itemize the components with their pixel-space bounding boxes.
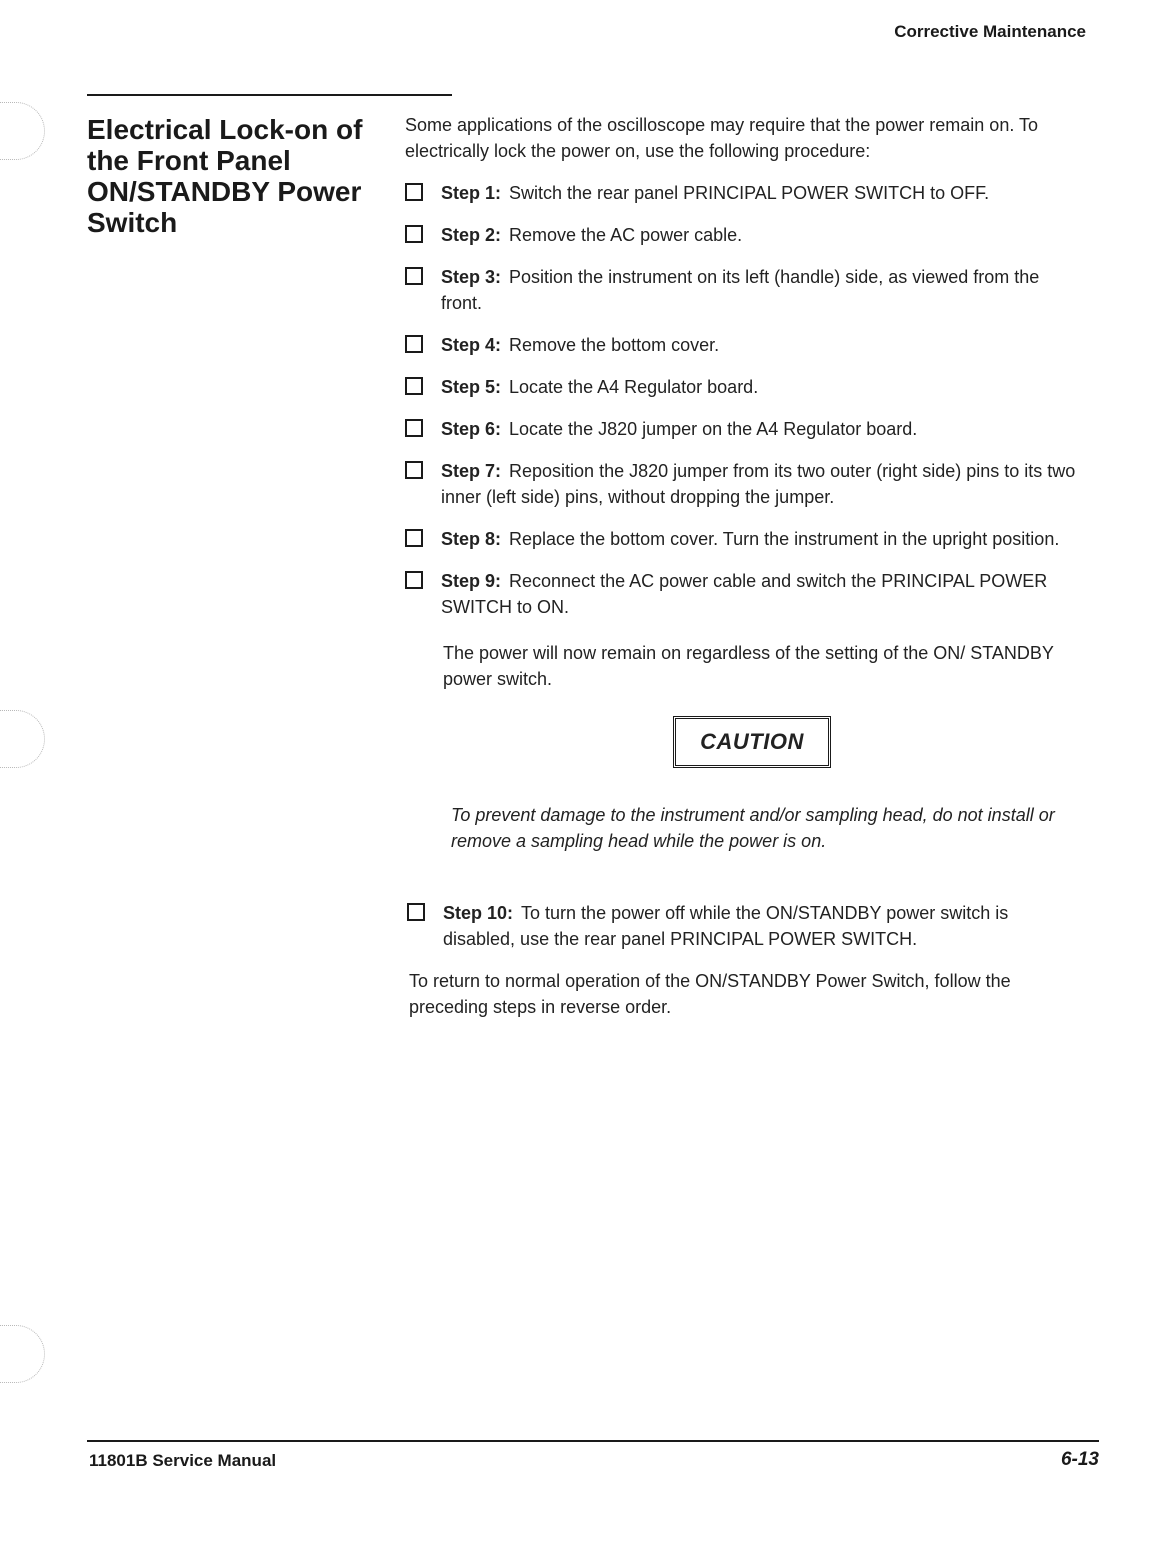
step-label: Step 9: xyxy=(441,571,502,591)
running-header: Corrective Maintenance xyxy=(894,22,1086,41)
step-label: Step 1: xyxy=(441,183,502,203)
step-label: Step 4: xyxy=(441,335,502,355)
step-item[interactable] xyxy=(405,332,1085,358)
step-item[interactable] xyxy=(405,374,1085,400)
step-text: To turn the power off while the ON/STANDBY power switch is disabled, use the rear panel PRINCIPAL POWER SWITCH. xyxy=(443,903,1009,949)
caution-container xyxy=(405,716,1085,768)
intro-paragraph: Some applications of the oscilloscope may require that the power remain on. To electrically lock the power on, use the following procedure: xyxy=(405,115,1039,161)
binder-hole-middle xyxy=(0,710,45,768)
step-item[interactable] xyxy=(405,222,1085,248)
footer-manual-title: 11801B Service Manual xyxy=(89,1451,277,1470)
step-label: Step 7: xyxy=(441,461,502,481)
step-text: Reconnect the AC power cable and switch the PRINCIPAL POWER SWITCH to ON. xyxy=(441,571,1048,617)
step-item[interactable] xyxy=(405,568,1085,620)
checkbox-icon[interactable] xyxy=(405,529,423,547)
step-label: Step 6: xyxy=(441,419,502,439)
checkbox-icon[interactable] xyxy=(405,571,423,589)
step-item[interactable] xyxy=(407,900,1085,952)
step-item[interactable] xyxy=(405,458,1085,510)
step-text: Locate the A4 Regulator board. xyxy=(509,377,759,397)
caution-badge: CAUTION xyxy=(673,716,831,768)
outro-paragraph: To return to normal operation of the ON/STANDBY Power Switch, follow the preceding steps in reverse order. xyxy=(409,971,1011,1017)
step-label: Step 10: xyxy=(443,903,514,923)
caution-text: To prevent damage to the instrument and/or sampling head, do not install or remove a sampling head while the power is on. xyxy=(451,805,1055,851)
step-item[interactable] xyxy=(405,180,1085,206)
checkbox-icon[interactable] xyxy=(405,419,423,437)
step-text: Remove the AC power cable. xyxy=(509,225,743,245)
step-text: Replace the bottom cover. Turn the instrument in the upright position. xyxy=(509,529,1060,549)
checkbox-icon[interactable] xyxy=(405,461,423,479)
section-title: Electrical Lock-on of the Front Panel ON/STANDBY Power Switch xyxy=(87,114,363,238)
page-number: 6-13 xyxy=(1060,1449,1099,1470)
checkbox-icon[interactable] xyxy=(405,377,423,395)
binder-hole-bottom xyxy=(0,1325,45,1383)
checkbox-icon[interactable] xyxy=(407,903,425,921)
binder-hole-top xyxy=(0,102,45,160)
step-item[interactable] xyxy=(405,416,1085,442)
checkbox-icon[interactable] xyxy=(405,335,423,353)
step-text: Locate the J820 jumper on the A4 Regulator board. xyxy=(509,419,918,439)
step-text: Remove the bottom cover. xyxy=(509,335,720,355)
checkbox-icon[interactable] xyxy=(405,183,423,201)
step-item[interactable] xyxy=(405,526,1085,552)
step-label: Step 2: xyxy=(441,225,502,245)
section-rule xyxy=(87,94,452,96)
footer-rule xyxy=(87,1440,1099,1442)
procedure-content xyxy=(405,112,1085,1020)
checkbox-icon[interactable] xyxy=(405,267,423,285)
checkbox-icon[interactable] xyxy=(405,225,423,243)
step-label: Step 5: xyxy=(441,377,502,397)
step-text: Switch the rear panel PRINCIPAL POWER SWITCH to OFF. xyxy=(509,183,990,203)
power-note: The power will now remain on regardless of the setting of the ON/ STANDBY power switch. xyxy=(443,643,1054,689)
step-item[interactable] xyxy=(405,264,1085,316)
step-label: Step 3: xyxy=(441,267,502,287)
step-label: Step 8: xyxy=(441,529,502,549)
step-text: Reposition the J820 jumper from its two outer (right side) pins to its two inner (left side) pins, without dropping the jumper. xyxy=(441,461,1076,507)
step-text: Position the instrument on its left (handle) side, as viewed from the front. xyxy=(441,267,1040,313)
